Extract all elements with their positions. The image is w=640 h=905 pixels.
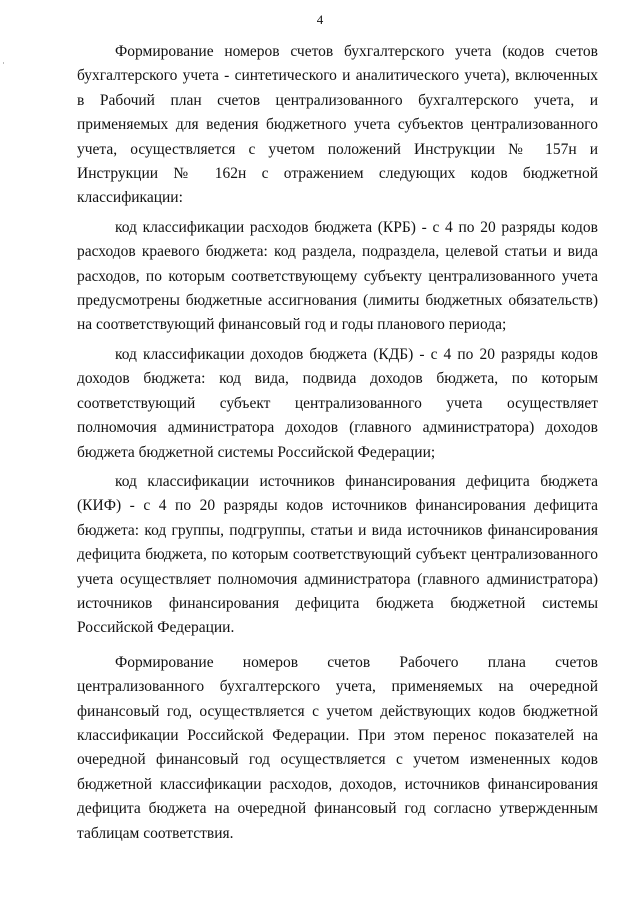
paragraph-next-year: Формирование номеров счетов Рабочего плана счетов централизованного бухгалтерского учета, применяемых на очередной финансовый год, осуществляется с учетом действующих кодов бюджетной классификации Российской Федерации. При этом перенос показателей на очередной финансовый год осуществляется с учетом измененных кодов бюджетной классификации расходов, доходов, источников финансирования дефицита бюджета на очередной финансовый год согласно утвержденным таблицам соответствия. [77,653,598,842]
paragraph-kif: код классификации источников финансирования дефицита бюджета (КИФ) - с 4 по 20 разряды кодов источников финансирования дефицита бюджета: код группы, подгруппы, статьи и вида источников финансирования дефицита бюджета, по которым соответствующий субъект централизованного учета осуществляет полномочия администратора (главного администратора) источников финансирования дефицита бюджета бюджетной системы Российской Федерации. [77,472,598,637]
page-number: 4 [316,12,324,27]
paragraph-kdb: код классификации доходов бюджета (КДБ) - с 4 по 20 разряды кодов доходов бюджета: код вида, подвида доходов бюджета, по которым соответствующий субъект централизованного учета осуществляет полномочия администратора доходов (главного администратора) доходов бюджета бюджетной системы Российской Федерации; [77,345,598,461]
scan-speck [3,62,4,64]
paragraph-krb: код классификации расходов бюджета (КРБ) - с 4 по 20 разряды кодов расходов краевого бюджета: код раздела, подраздела, целевой статьи и вида расходов, по которым соответствующему субъекту централизованного учета предусмотрены бюджетные ассигнования (лимиты бюджетных обязательств) на соответствующий финансовый год и годы планового периода; [77,218,598,334]
paragraph-intro: Формирование номеров счетов бухгалтерского учета (кодов счетов бухгалтерского учета - синтетического и аналитического учета), включенных в Рабочий план счетов централизованного бухгалтерского учета, и применяемых для ведения бюджетного учета субъектов централизованного учета, осуществляется с учетом положений Инструкции № 157н и Инструкции № 162н с отражением следующих кодов бюджетной классификации: [77,43,598,207]
document-body [77,40,598,846]
